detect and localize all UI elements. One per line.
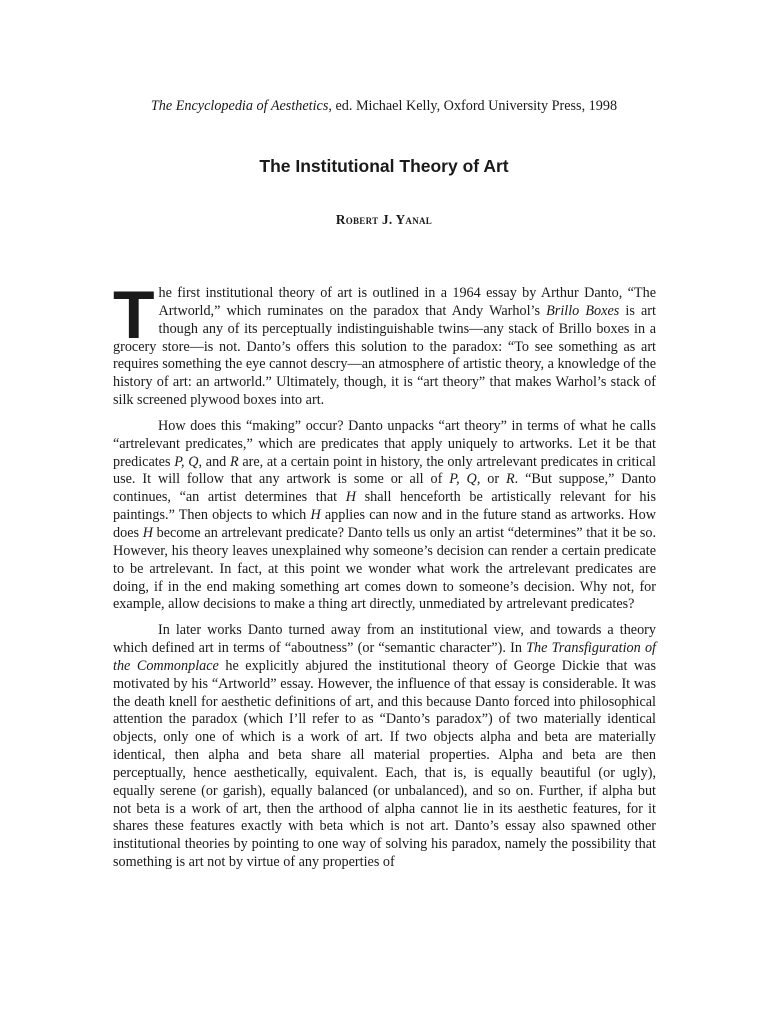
body-text-run: he first institutional theory of art is outlined in a 1964 essay by Arthur Danto, “The Artworld,” which ruminates on the paradox that Andy Warhol’s <box>158 285 656 319</box>
body-text-run: is art though any of its perceptually indistinguishable twins—any stack of Brillo boxes in a grocery store—is not. Danto’s offers this solution to the paradox: “To see something as art requires something the eye cannot descry—an atmosphere of artistic theory, a knowledge of the history of art: an artworld.” Ultimately, though, it is “art theory” that makes Warhol’s stack of silk screened plywood boxes into art. <box>113 302 656 409</box>
body-text-run: , or <box>476 471 506 488</box>
body-text-run: In later works Danto turned away from an institutional view, and towards a theory which defined art in terms of “aboutness” (or “semantic character”). In <box>113 622 656 657</box>
citation-details: , ed. Michael Kelly, Oxford University Press, 1998 <box>328 98 618 114</box>
body-text-run: . “But suppose,” Danto continues, “an artist determines that <box>113 471 656 506</box>
article-title: The Institutional Theory of Art <box>259 156 509 176</box>
body-text-run: , and <box>198 453 230 470</box>
body-text-run: become an artrelevant predicate? Danto tells us only an artist “determines” that it be so. However, his theory leaves unexplained why someone’s decision can render a certain predicate to be artrelevant. In fact, at this point we wonder what work the artrelevant predicates are doing, if in the end making something art comes down to someone’s decision. Why not, for example, allow decisions to make a thing art directly, unmediated by artrelevant predicates? <box>113 524 656 613</box>
body-text-run: How does this “making” occur? Danto unpacks “art theory” in terms of what he calls “artrelevant predicates,” which are predicates that apply uniquely to artworks. Let it be that predicates <box>113 417 656 470</box>
body-paragraph <box>113 277 656 410</box>
citation-title: The Encyclopedia of Aesthetics <box>150 98 329 114</box>
italic-text: The Transfiguration of the Commonplace <box>113 640 656 674</box>
body-text-run: he explicitly abjured the institutional theory of George Dickie that was motivated by his “Artworld” essay. However, the influence of that essay is considerable. It was the death knell for aesthetic definitions of art, and this because Danto forced into philosophical attention the paradox (which I’ll refer to as “Danto’s paradox”) of two materially identical objects, only one of which is a work of art. If two objects alpha and beta are materially identical, then alpha and beta share all material properties. Alpha and beta are then perceptually, hence aesthetically, equivalent. Each, that is, is equally beautiful (or ugly), equally serene (or garish), equally balanced (or unbalanced), and so on. Further, if alpha but not beta is a work of art, then the arthood of alpha cannot lie in its aesthetic features, for it shares these features exactly with beta which is not art. Danto’s essay also spawned other institutional theories by pointing to one way of solving his paradox, namely the possibility that something is art not by virtue of any properties of <box>113 657 656 871</box>
body-text-run: shall henceforth be artistically relevant for his paintings.” Then objects to which <box>113 489 656 524</box>
italic-text: Brillo Boxes <box>546 302 620 319</box>
italic-text: P, Q <box>449 471 477 488</box>
body-text-run: applies can now and in the future stand as artworks. How does <box>113 507 656 541</box>
italic-text: R <box>229 453 239 470</box>
italic-text: H <box>142 524 153 541</box>
drop-cap: T <box>113 277 155 353</box>
italic-text: H <box>310 507 321 524</box>
italic-text: R <box>506 471 515 488</box>
italic-text: P, Q <box>174 453 199 470</box>
italic-text: H <box>345 489 356 506</box>
article-author: Robert J. Yanal <box>335 212 433 227</box>
body-text-run: are, at a certain point in history, the only artrelevant predicates in critical use. It will follow that any artwork is some or all of <box>113 453 656 488</box>
body-paragraph <box>113 418 656 614</box>
citation-line <box>0 97 768 115</box>
body-paragraph <box>113 622 656 872</box>
article-body <box>113 277 656 880</box>
